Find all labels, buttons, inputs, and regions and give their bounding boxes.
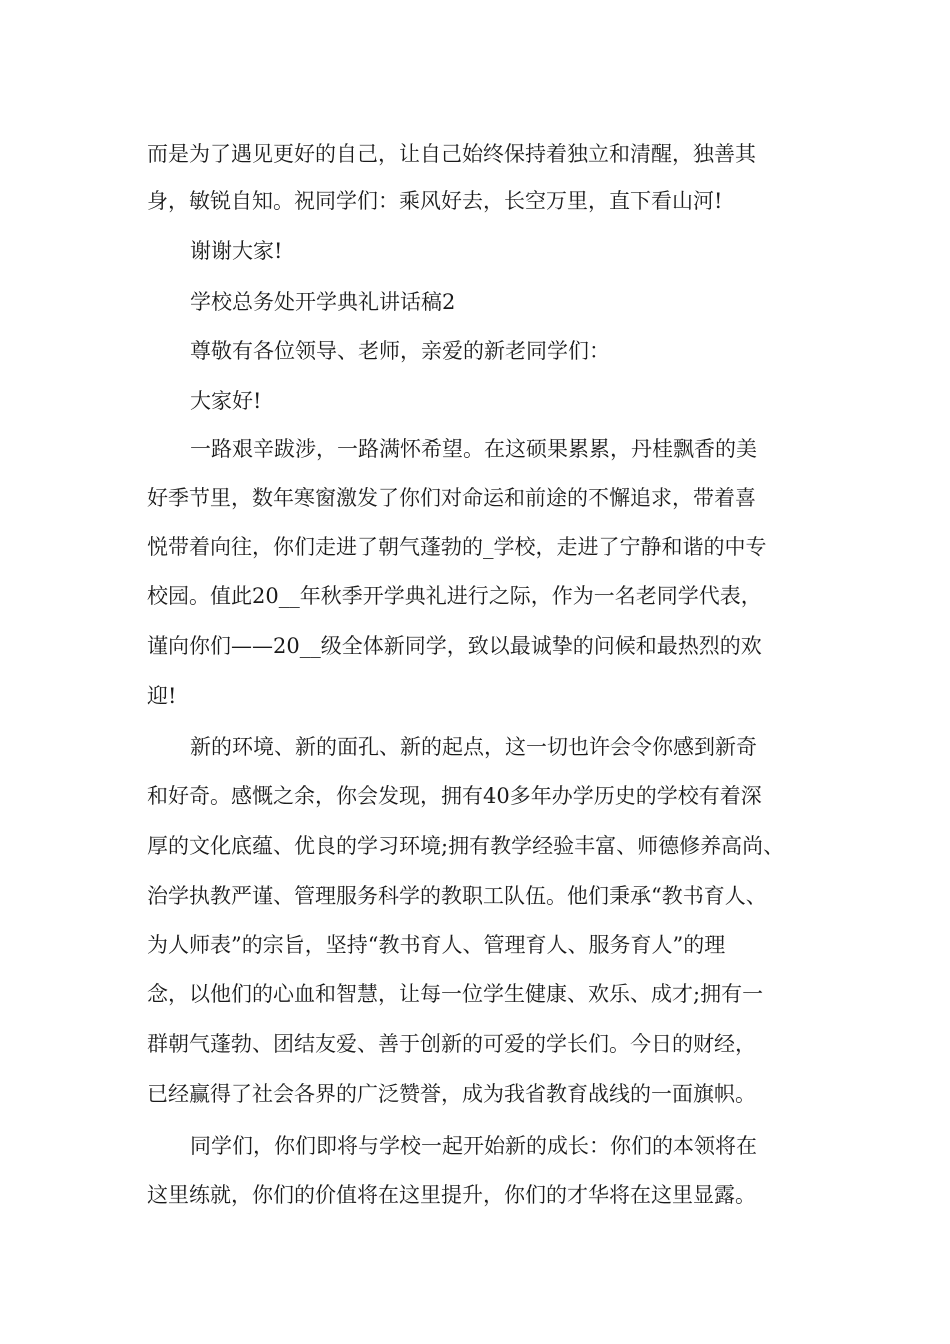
text-line: 好季节里，数年寒窗激发了你们对命运和前途的不懈追求，带着喜 [147, 486, 756, 510]
text-line: 治学执教严谨、管理服务科学的教职工队伍。他们秉承“教书育人、 [147, 884, 767, 908]
text-line: 同学们，你们即将与学校一起开始新的成长：你们的本领将在 [190, 1134, 757, 1158]
text-line: 一路艰辛跋涉，一路满怀希望。在这硕果累累，丹桂飘香的美 [190, 437, 757, 461]
text-line: 谢谢大家! [190, 239, 283, 263]
text-line: 悦带着向往，你们走进了朝气蓬勃的_学校，走进了宁静和谐的中专 [147, 535, 767, 559]
salutation: 尊敬有各位领导、老师，亲爱的新老同学们： [190, 339, 610, 363]
text-line: 新的环境、新的面孔、新的起点，这一切也许会令你感到新奇 [190, 735, 757, 759]
greeting: 大家好! [190, 389, 262, 413]
text-line: 已经赢得了社会各界的广泛赞誉，成为我省教育战线的一面旗帜。 [147, 1082, 756, 1106]
text-line: 迎! [147, 684, 177, 708]
text-line: 厚的文化底蕴、优良的学习环境;拥有教学经验丰富、师德修养高尚、 [147, 834, 785, 858]
text-line: 念，以他们的心血和智慧，让每一位学生健康、欢乐、成才;拥有一 [147, 982, 764, 1006]
text-line: 谨向你们——20__级全体新同学，致以最诚挚的问候和最热烈的欢 [147, 634, 762, 658]
section-title: 学校总务处开学典礼讲话稿2 [190, 290, 456, 314]
text-line: 这里练就，你们的价值将在这里提升，你们的才华将在这里显露。 [147, 1183, 756, 1207]
text-line: 群朝气蓬勃、团结友爱、善于创新的可爱的学长们。今日的财经， [147, 1032, 756, 1056]
text-line: 身，敏锐自知。祝同学们：乘风好去，长空万里，直下看山河! [147, 189, 723, 213]
text-line: 而是为了遇见更好的自己，让自己始终保持着独立和清醒，独善其 [147, 142, 756, 166]
text-line: 和好奇。感慨之余，你会发现，拥有40多年办学历史的学校有着深 [147, 784, 762, 808]
text-line: 为人师表”的宗旨，坚持“教书育人、管理育人、服务育人”的理 [147, 933, 726, 957]
text-line: 校园。值此20__年秋季开学典礼进行之际，作为一名老同学代表， [147, 584, 762, 608]
